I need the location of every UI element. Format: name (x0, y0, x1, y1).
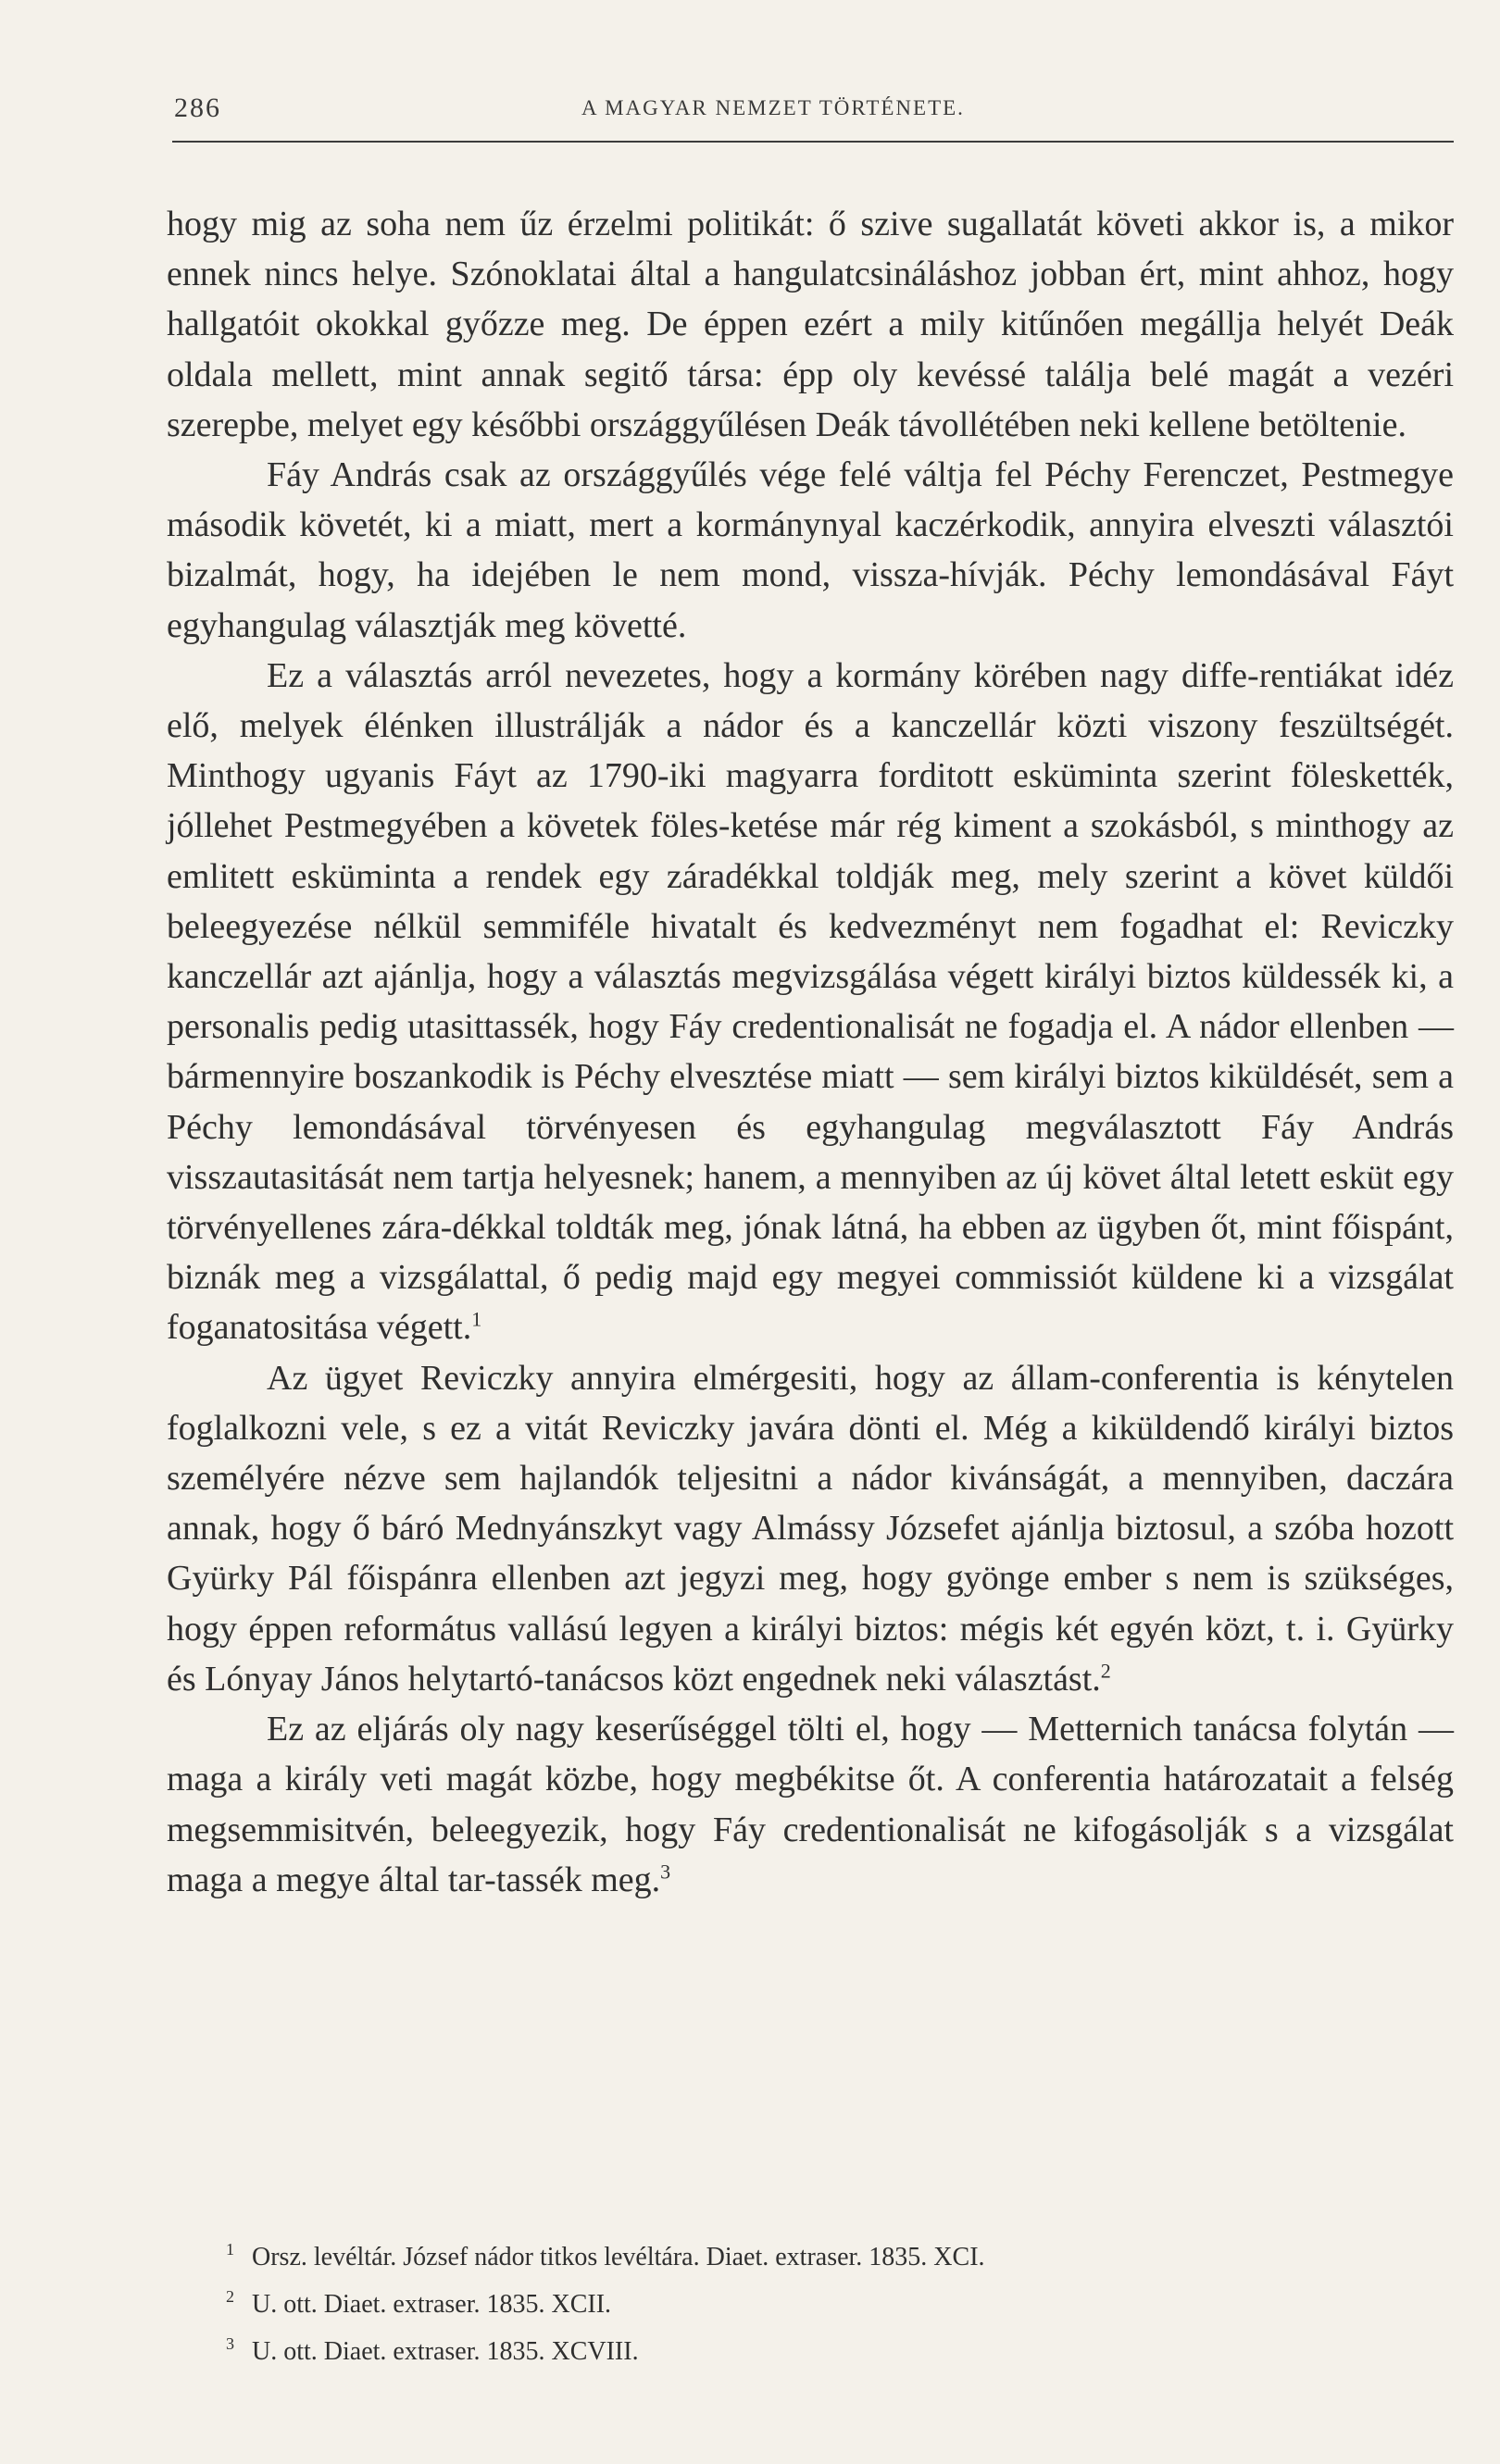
paragraph-2 (167, 450, 1454, 651)
paragraph-4 (167, 1353, 1454, 1704)
footnote-ref: 3 (660, 1860, 671, 1884)
paragraph-3 (167, 651, 1454, 1353)
paragraph-text: Ez a választás arról nevezetes, hogy a kormány körében nagy diffe-rentiákat idéz elő, melyek élénken illustrálják a nádor és a kanczellár közti viszony feszültségét. Minthogy ugyanis Fáyt az 1790-iki magyarra forditott esküminta szerint föleskették, jóllehet Pestmegyében a követek föles-ketése már rég kiment a szokásból, s minthogy az emlitett esküminta a rendek egy záradékkal toldják meg, mely szerint a követ küldői beleegyezése nélkül semmiféle hivatalt és kedvezményt nem fogadhat el: Reviczky kanczellár azt ajánlja, hogy a választás megvizsgálása végett királyi biztos küldessék ki, a personalis pedig utasittassék, hogy Fáy credentionalisát ne fogadja el. A nádor ellenben — bármennyire boszankodik is Péchy elvesztése miatt — sem királyi biztos kiküldését, sem a Péchy lemondásával törvényesen és egyhangulag megválasztott Fáy András visszautasitását nem tartja helyesnek; hanem, a mennyiben az új követ által letett esküt egy törvényellenes zára-dékkal toldták meg, jónak látná, ha ebben az ügyben őt, mint főispánt, biznák meg a vizsgálattal, ő pedig majd egy megyei commissiót küldene ki a vizsgálat foganatositása végett. (167, 655, 1454, 1348)
paragraph-text: Fáy András csak az országgyűlés vége felé váltja fel Péchy Ferenczet, Pestmegye második követét, ki a miatt, mert a kormánynyal kaczérkodik, annyira elveszti választói bizalmát, hogy, ha idejében le nem mond, vissza-hívják. Péchy lemondásával Fáyt egyhangulag választják meg követté. (167, 455, 1454, 645)
footnotes (226, 2234, 1363, 2375)
footnote-ref: 2 (1100, 1659, 1111, 1683)
footnote-1 (226, 2234, 1363, 2281)
footnote-text: U. ott. Diaet. extraser. 1835. XCVIII. (252, 2337, 639, 2366)
footnote-text: Orsz. levéltár. József nádor titkos levéltára. Diaet. extraser. 1835. XCI. (252, 2243, 985, 2271)
footnote-3 (226, 2328, 1363, 2375)
paragraph-text: Ez az eljárás oly nagy keserűséggel tölti el, hogy — Metternich tanácsa folytán — maga a király veti magát közbe, hogy megbékitse őt. A conferentia határozatait a felség megsemmisitvén, beleegyezik, hogy Fáy credentionalisát ne kifogásolják s a vizsgálat maga a megye által tar-tassék meg. (167, 1710, 1454, 1899)
footnote-text: U. ott. Diaet. extraser. 1835. XCII. (252, 2290, 612, 2319)
running-head: A MAGYAR NEMZET TÖRTÉNETE. (581, 96, 965, 119)
paragraph-1 (167, 199, 1454, 450)
paragraph-5 (167, 1704, 1454, 1905)
body-text (167, 199, 1454, 1905)
paragraph-text: hogy mig az soha nem űz érzelmi politikát: ő szive sugallatát követi akkor is, a mikor ennek nincs helye. Szónoklatai által a hangulatcsináláshoz jobban ért, mint ahhoz, hogy hallgatóit okokkal győzze meg. De éppen ezért a mily kitűnően megállja helyét Deák oldala mellett, mint annak segitő társa: épp oly kevéssé találja belé magát a vezéri szerepbe, melyet egy későbbi országgyűlésen Deák távollétében neki kellene betöltenie. (167, 205, 1454, 444)
page-header (174, 93, 1454, 139)
page-number: 286 (174, 93, 221, 123)
footnote-2 (226, 2281, 1363, 2328)
header-rule (172, 141, 1454, 143)
paragraph-text: Az ügyet Reviczky annyira elmérgesiti, hogy az állam-conferentia is kénytelen foglalkozni vele, s ez a vitát Reviczky javára dönti el. Még a kiküldendő királyi biztos személyére nézve sem hajlandók teljesitni a nádor kivánságát, a mennyiben, daczára annak, hogy ő báró Mednyánszkyt vagy Almássy Józsefet ajánlja biztosul, a szóba hozott Gyürky Pál főispánra ellenben azt jegyzi meg, hogy gyönge ember s nem is szükséges, hogy éppen református vallású legyen a királyi biztos: mégis két egyén közt, t. i. Gyürky és Lónyay János helytartó-tanácsos közt engednek neki választást. (167, 1358, 1454, 1699)
footnote-mark: 1 (226, 2240, 234, 2259)
footnote-mark: 3 (226, 2334, 234, 2353)
footnote-mark: 2 (226, 2287, 234, 2306)
footnote-ref: 1 (471, 1307, 482, 1331)
